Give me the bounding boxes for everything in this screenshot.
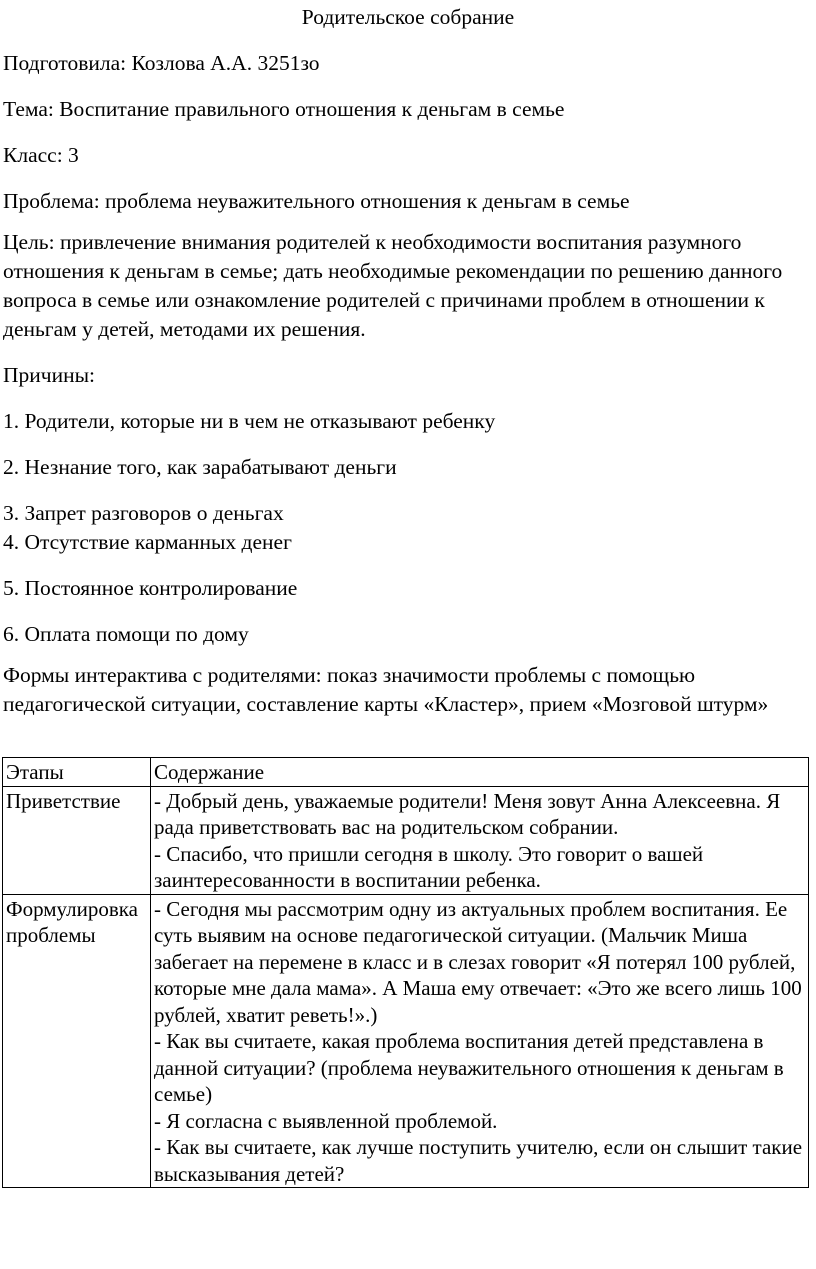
topic-line: Тема: Воспитание правильного отношения к деньгам в семье xyxy=(3,97,565,121)
header-content: Содержание xyxy=(151,758,809,787)
forms-paragraph: Формы интерактива с родителями: показ значимости проблемы с помощью педагогической ситуации, составление карты «Кластер», прием «Мозговой штурм» xyxy=(3,663,769,716)
causes-heading: Причины: xyxy=(3,363,96,387)
header-stages: Этапы xyxy=(3,758,151,787)
table-row xyxy=(3,894,809,1188)
content-line: - Как вы считаете, как лучше поступить учителю, если он слышит такие высказывания детей? xyxy=(154,1135,803,1186)
goal-paragraph: Цель: привлечение внимания родителей к необходимости воспитания разумного отношения к деньгам в семье; дать необходимые рекомендации по решению данного вопроса в семье или ознакомление родителей с причинами проблем в отношении к деньгам у детей, методами их решения. xyxy=(3,230,783,341)
table-row xyxy=(3,786,809,894)
problem-line: Проблема: проблема неуважительного отношения к деньгам в семье xyxy=(3,189,630,213)
document-page xyxy=(3,0,813,719)
grade-line: Класс: 3 xyxy=(3,143,79,167)
content-cell xyxy=(151,894,809,1188)
content-cell xyxy=(151,786,809,894)
cause-item: 2. Незнание того, как зарабатывают деньги xyxy=(3,455,397,479)
cause-item: 1. Родители, которые ни в чем не отказывают ребенку xyxy=(3,409,496,433)
cause-item: 3. Запрет разговоров о деньгах xyxy=(3,501,284,525)
stages-table xyxy=(2,757,809,1188)
author-line: Подготовила: Козлова А.А. 3251зо xyxy=(3,51,320,75)
document-title: Родительское собрание xyxy=(301,5,515,29)
content-line: - Как вы считаете, какая проблема воспитания детей представлена в данной ситуации? (проблема неуважительного отношения к деньгам в семье) xyxy=(154,1029,784,1106)
cause-item: 5. Постоянное контролирование xyxy=(3,576,298,600)
stage-cell: Формулировка проблемы xyxy=(3,894,151,1188)
content-line: - Сегодня мы рассмотрим одну из актуальных проблем воспитания. Ее суть выявим на основе педагогической ситуации. (Мальчик Миша забегает на перемене в класс и в слезах говорит «Я потерял 100 рублей, которые мне дала мама». А Маша ему отвечает: «Это же всего лишь 100 рублей, хватит реветь!».) xyxy=(154,896,802,1027)
table-header-row xyxy=(3,758,809,787)
content-line: - Спасибо, что пришли сегодня в школу. Это говорит о вашей заинтересованности в воспитании ребенка. xyxy=(154,841,704,892)
stage-cell: Приветствие xyxy=(3,786,151,894)
content-line: - Добрый день, уважаемые родители! Меня зовут Анна Алексеевна. Я рада приветствовать вас на родительском собрании. xyxy=(154,788,781,839)
cause-item: 6. Оплата помощи по дому xyxy=(3,622,249,646)
cause-item: 4. Отсутствие карманных денег xyxy=(3,530,292,554)
content-line: - Я согласна с выявленной проблемой. xyxy=(154,1108,498,1133)
